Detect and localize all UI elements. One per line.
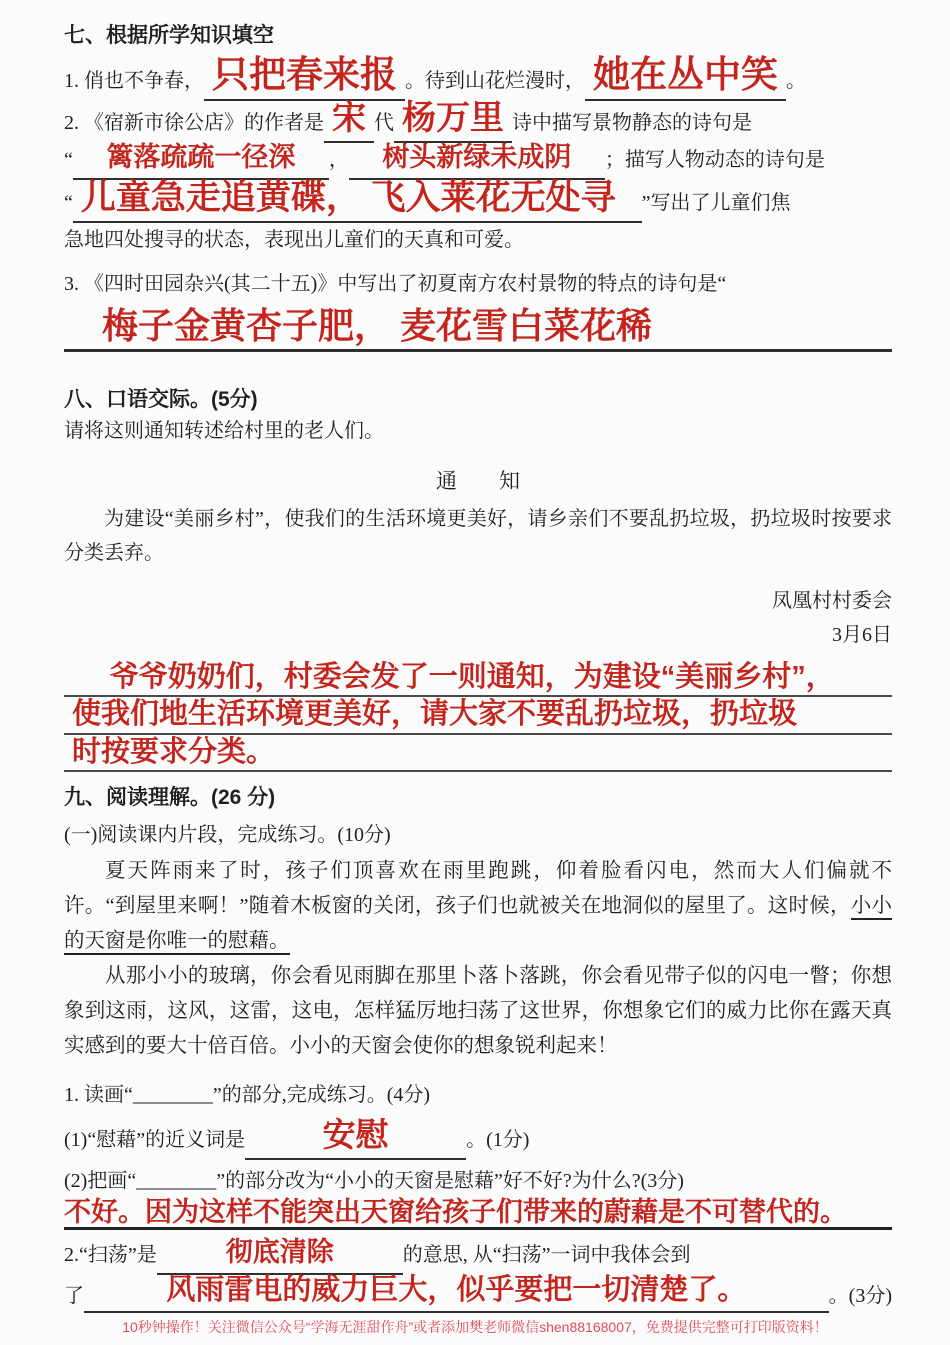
reading-q2-line1 <box>64 1238 892 1275</box>
q2-blank-verse1 <box>73 143 329 180</box>
paragraph1-text: 夏天阵雨来了时，孩子们顶喜欢在雨里跑跳，仰着脸看闪电，然而大人们偏就不许。“到屋里来啊！”随着木板窗的关闭，孩子们也就被关在地洞似的屋里了。这时候， <box>64 860 892 918</box>
q2-mid: 的意思, 从“扫荡”一词中我体会到 <box>402 1244 691 1267</box>
q2-blank-author <box>394 101 512 143</box>
q1-text-end: 。 <box>786 70 806 92</box>
reading-q1: 1. 读画“________”的部分,完成练习。(4分) <box>64 1084 431 1107</box>
q1-text-pre: 1. 俏也不争春， <box>64 70 204 92</box>
q2-line3 <box>64 180 892 223</box>
q1-1-blank <box>245 1118 466 1160</box>
reading-q2-line2 <box>64 1275 892 1313</box>
q2-blank-verse2 <box>349 143 605 180</box>
q1-blank-1 <box>204 56 405 101</box>
q2-answer-2: 风雨雷电的威力巨大，似乎要把一切清楚了。 <box>166 1274 747 1307</box>
q2-line4: 急地四处搜寻的状态，表现出儿童们的天真和可爱。 <box>64 229 524 251</box>
reading-q1-2: (2)把画“________”的部分改为“小小的天窗是慰藉”好不好?为什么?(3分) <box>64 1170 684 1193</box>
reading-paragraph-2: 从那小小的玻璃，你会看见雨脚在那里卜落卜落跳，你会看见带子似的闪电一瞥；你想象到这雨，这风，这雷，这电，怎样猛厉地扫荡了这世界，你想象它们的威力比你在露天真实感到的要大十倍百倍。小小的天窗会使你的想象锐利起来！ <box>64 965 892 1058</box>
q1-text-mid: 。待到山花烂漫时， <box>405 70 585 92</box>
q2-l1-end: 诗中描写景物静态的诗句是 <box>512 112 752 134</box>
section8-answer <box>64 660 892 772</box>
q1-1-answer: 安慰 <box>322 1116 389 1154</box>
q1-blank-2 <box>585 56 786 101</box>
q2-l2-end: ；描写人物动态的诗句是 <box>604 149 825 171</box>
q2-answer-1: 彻底清除 <box>225 1237 334 1268</box>
notice-signature: 凤凰村村委会 <box>772 589 892 612</box>
answer-line: 使我们地生活环境更美好，请大家不要乱扔垃圾，扔垃圾 <box>64 697 892 734</box>
section9-subheading: (一)阅读课内片段，完成练习。(10分) <box>64 824 391 847</box>
notice-title: 通 知 <box>436 468 520 493</box>
promo-footer: 10秒钟操作！关注微信公众号“学海无涯甜作舟”或者添加樊老师微信shen88168007，免费提供完整可打印版资料！ <box>122 1319 828 1335</box>
q1-2-answer: 不好。因为这样不能突出天窗给孩子们带来的蔚藉是不可替代的。 <box>64 1197 847 1228</box>
q1-1-pre: (1)“慰藉”的近义词是 <box>64 1129 246 1152</box>
q2-line2 <box>64 143 892 180</box>
section8-heading: 八、口语交际。(5分) <box>64 387 258 411</box>
q2-l2-pre: 了 <box>64 1285 84 1308</box>
notice-date: 3月6日 <box>832 623 892 646</box>
section8-intro: 请将这则通知转述给村里的老人们。 <box>64 419 384 442</box>
q2-answer-verse1: 篱落疏疏一径深 <box>106 142 296 172</box>
q2-pre: 2.“扫荡”是 <box>64 1244 157 1267</box>
paragraph1-underlined-phrase: 小小的天窗是你唯一的慰藉。 <box>64 895 892 955</box>
q3-line1: 3. 《四时田园杂兴(其二十五)》中写出了初夏南方农村景物的特点的诗句是“ <box>64 273 727 295</box>
q2-l2-mid: ， <box>328 149 349 171</box>
q2-answer-verse2: 树头新绿未成阴 <box>382 142 572 172</box>
answer-line: 时按要求分类。 <box>64 735 892 772</box>
section7-heading: 七、根据所学知识填空 <box>64 24 274 47</box>
q2-blank-1 <box>157 1238 403 1275</box>
q2-l2-pre: “ <box>64 149 73 171</box>
q2-l3-end: ”写出了儿童们焦 <box>641 192 791 214</box>
q2-answer-author: 杨万里 <box>402 99 504 137</box>
q2-blank-verse3 <box>73 180 642 223</box>
q2-l1-pre: 2. 《宿新市徐公店》的作者是 <box>64 112 324 134</box>
q2-l1-mid: 代 <box>374 112 394 134</box>
reading-paragraph-1 <box>64 854 892 959</box>
q1-answer-2: 她在丛中笑 <box>593 54 778 95</box>
q1-line <box>64 56 892 101</box>
q1-2-answer-line <box>64 1198 892 1230</box>
q2-line1 <box>64 101 892 143</box>
answer-line: 爷爷奶奶们，村委会发了一则通知，为建设“美丽乡村”， <box>64 660 892 697</box>
q3-answer: 梅子金黄杏子肥， 麦花雪白菜花稀 <box>102 305 653 346</box>
q2-end: 。(3分) <box>828 1285 892 1308</box>
q2-answer-dynasty: 宋 <box>332 99 366 137</box>
q2-blank-dynasty <box>324 101 374 143</box>
reading-q1-1 <box>64 1118 892 1160</box>
q1-1-end: 。(1分) <box>466 1129 530 1152</box>
q2-blank-2 <box>84 1275 829 1313</box>
q2-l3-pre: “ <box>64 192 73 214</box>
notice-body: 为建设“美丽乡村”，使我们的生活环境更美好，请乡亲们不要乱扔垃圾，扔垃圾时按要求分类丢弃。 <box>64 507 892 564</box>
section9-heading: 九、阅读理解。(26 分) <box>64 786 276 810</box>
q2-answer-verse3: 儿童急走追黄碟， 飞入莱花无处寻 <box>80 178 616 217</box>
q3-answer-line <box>64 305 892 352</box>
q1-answer-1: 只把春来报 <box>212 54 397 95</box>
